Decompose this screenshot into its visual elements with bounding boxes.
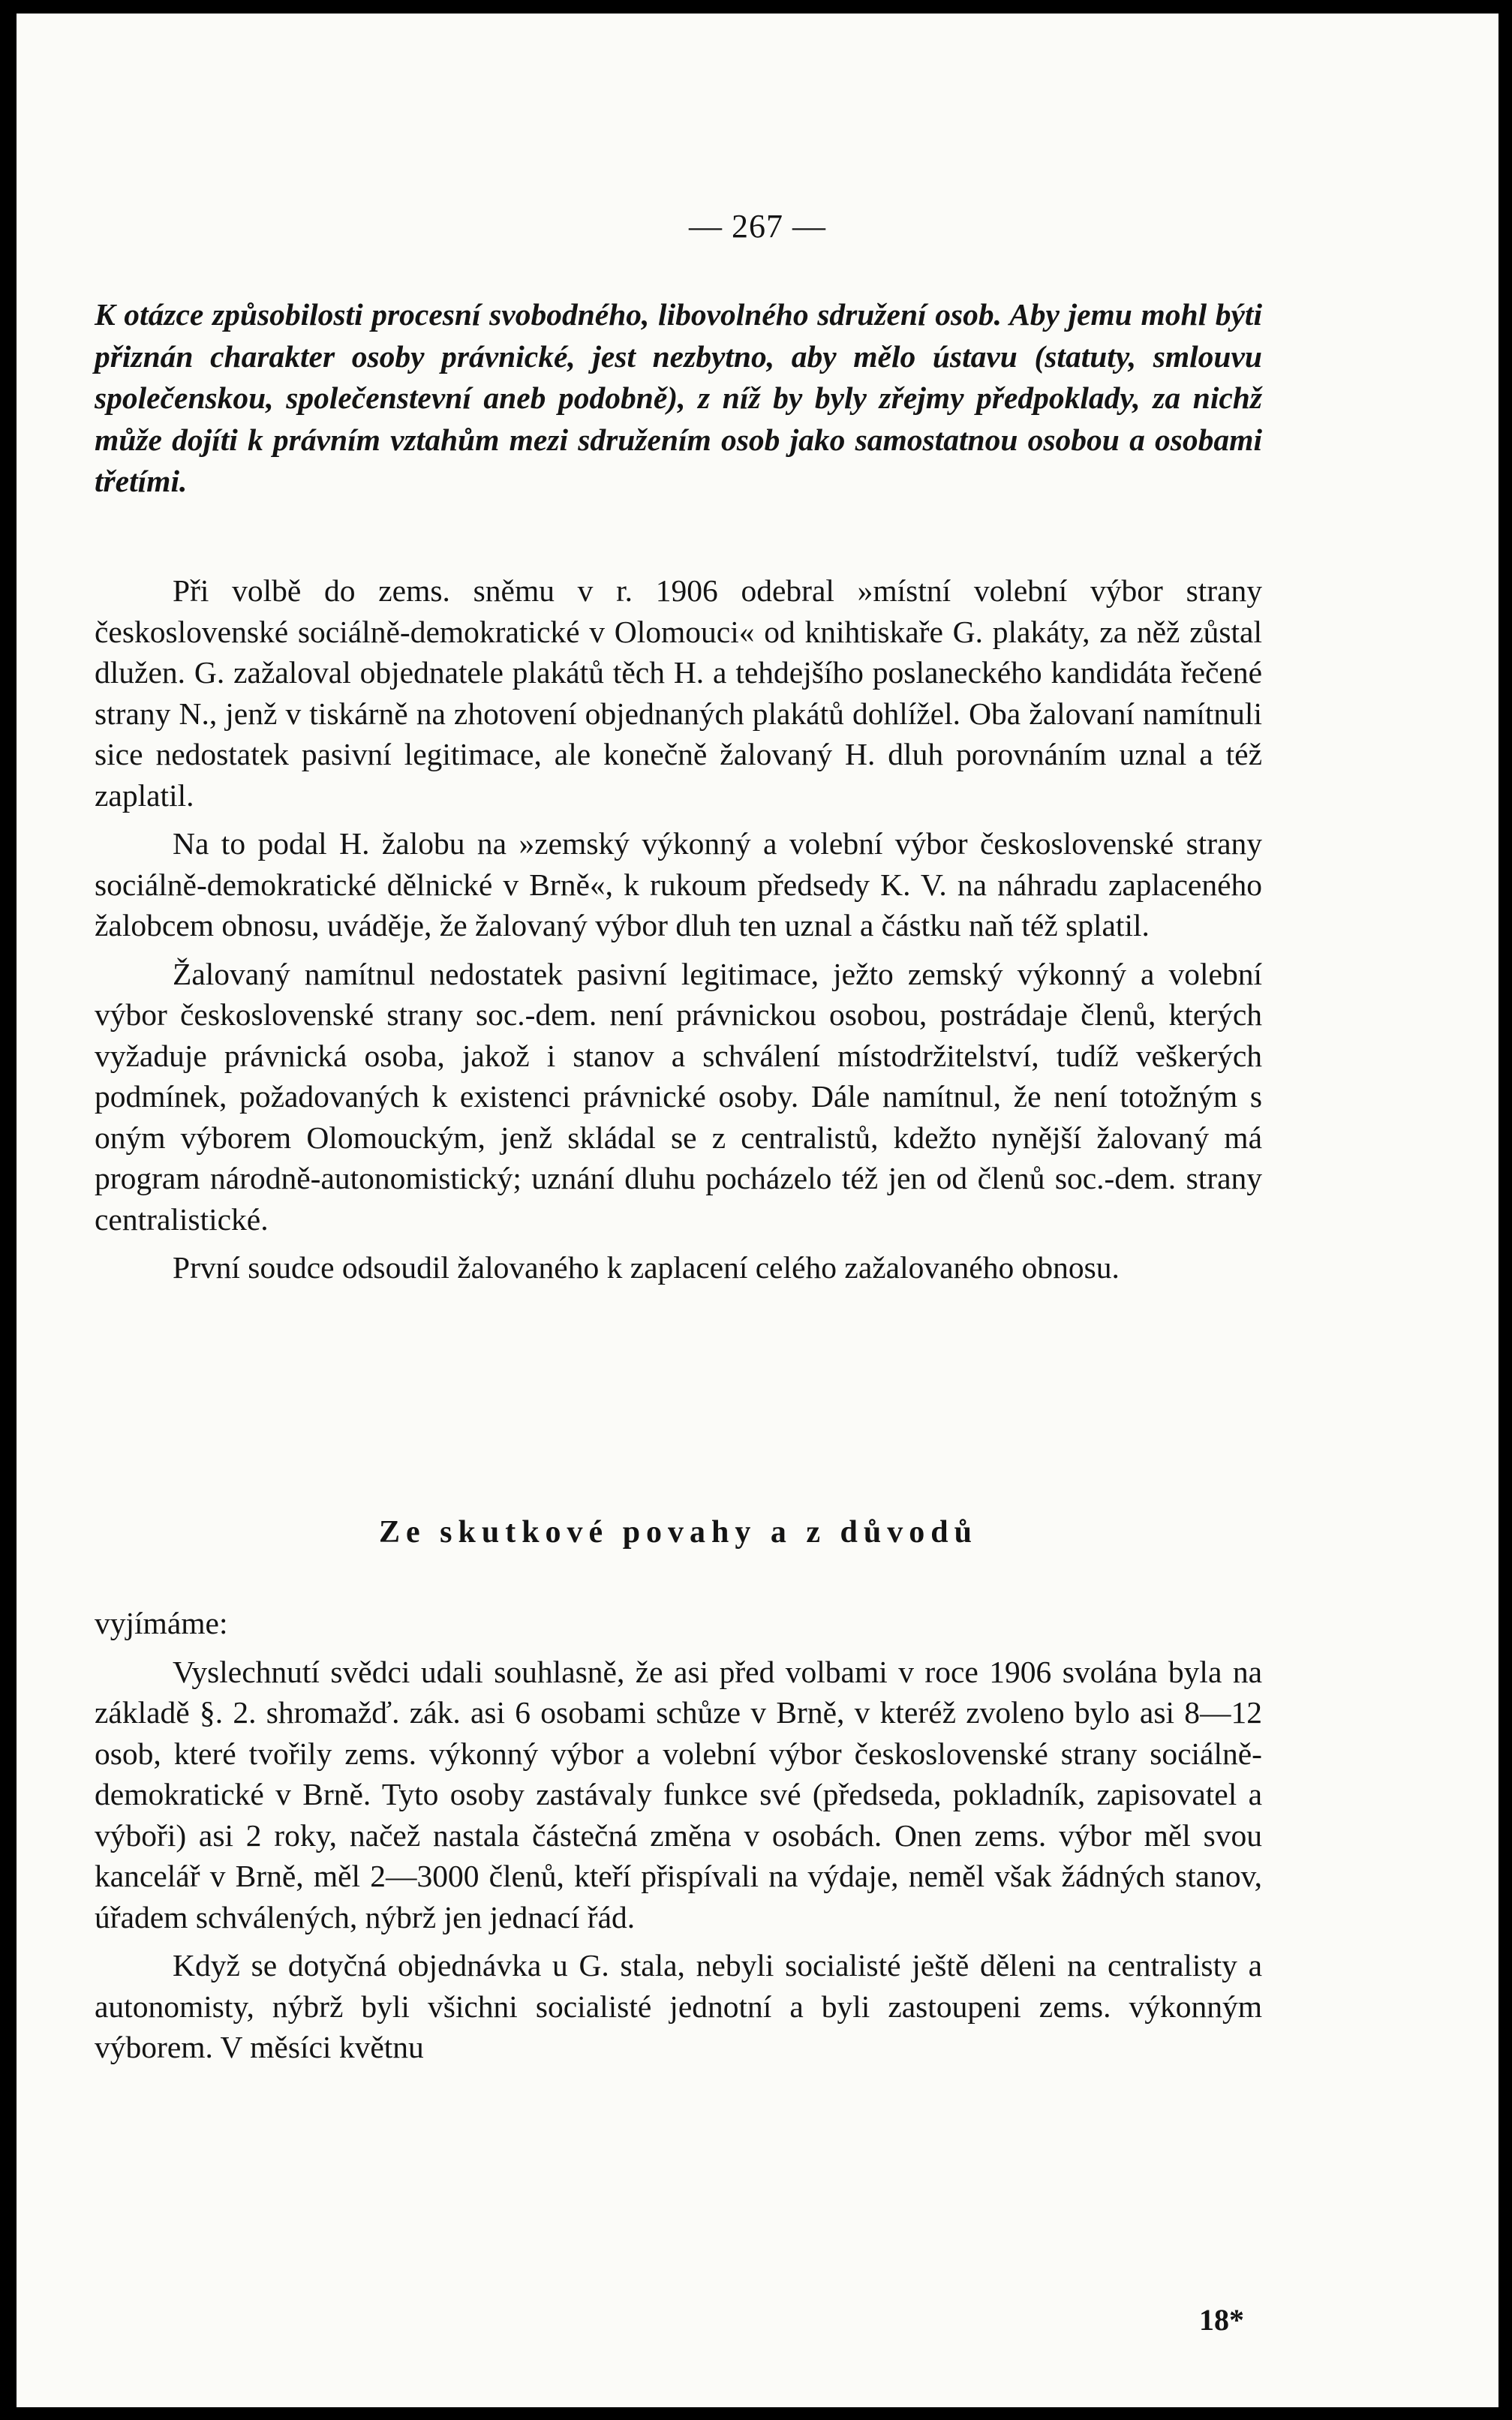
paragraph: Vyslechnutí svědci udali souhlasně, že asi před volbami v roce 1906 svolána byla na základě §. 2. shromažď. zák. asi 6 osobami schůze v Brně, v kteréž zvoleno bylo asi 8—12 osob, které tvořily zems. výkonný výbor a volební výbor československé strany sociálně-demokratické v Brně. Tyto osoby zastávaly funkce své (předseda, pokladník, zapisovatel a výboři) asi 2 roky, načež nastala částečná změna v osobách. Onen zems. výbor měl svou kancelář v Brně, měl 2—3000 členů, kteří přispívali na výdaje, neměl však žádných stanov, úřadem schválených, nýbrž jen jednací řád. [95, 1654, 1262, 1934]
section-heading: Ze skutkové povahy a z důvodů [379, 1515, 978, 1550]
scanned-page [17, 14, 1498, 2407]
page-number: — 267 — [689, 208, 826, 245]
intro-line: vyjímáme: [95, 1606, 228, 1640]
body-text-continued [95, 1603, 1262, 2068]
body-text [95, 570, 1262, 1288]
paragraph: Při volbě do zems. sněmu v r. 1906 odebral »místní volební výbor strany československé sociálně-demokratické v Olomouci« od knihtiskaře G. plakáty, za něž zůstal dlužen. G. zažaloval objednatele plakátů těch H. a tehdejšího poslaneckého kandidáta řečené strany N., jenž v tiskárně na zhotovení objednaných plakátů dohlížel. Oba žalovaní namítnuli sice nedostatek pasivní legitimace, ale konečně žalovaný H. dluh porovnáním uznal a též zaplatil. [95, 573, 1262, 813]
paragraph: Když se dotyčná objednávka u G. stala, nebyli socialisté ještě děleni na centralisty a autonomisty, nýbrž byli všichni socialisté jednotní a byli zastoupeni zems. výkonným výborem. V měsíci květnu [95, 1948, 1262, 2064]
paragraph: Na to podal H. žalobu na »zemský výkonný a volební výbor československé strany sociálně-demokratické dělnické v Brně«, k rukoum předsedy K. V. na náhradu zaplaceného žalobcem obnosu, uváděje, že žalovaný výbor dluh ten uznal a částku naň též splatil. [95, 826, 1262, 942]
paragraph: První soudce odsoudil žalovaného k zaplacení celého zažalovaného obnosu. [173, 1250, 1120, 1285]
sheet-signature: 18* [1199, 2303, 1244, 2337]
summary-paragraph: K otázce způsobilosti procesní svobodného, libovolného sdružení osob. Aby jemu mohl býti přiznán charakter osoby právnické, jest nezbytno, aby mělo ústavu (statuty, smlouvu společenskou, společenstevní aneb podobně), z níž by byly zřejmy předpoklady, za nichž může dojíti k právním vztahům mezi sdružením osob jako samostatnou osobou a osobami třetími. [95, 297, 1262, 498]
paragraph: Žalovaný namítnul nedostatek pasivní legitimace, ježto zemský výkonný a volební výbor československé strany soc.-dem. není právnickou osobou, postrádaje členů, kterých vyžaduje právnická osoba, jakož i stanov a schválení místodržitelství, tudíž veškerých podmínek, požadovaných k existenci právnické osoby. Dále namítnul, že není totožným s oným výborem Olomouckým, jenž skládal se z centralistů, kdežto nynější žalovaný má program národně-autonomistický; uznání dluhu pocházelo též jen od členů soc.-dem. strany centralistické. [95, 956, 1262, 1237]
